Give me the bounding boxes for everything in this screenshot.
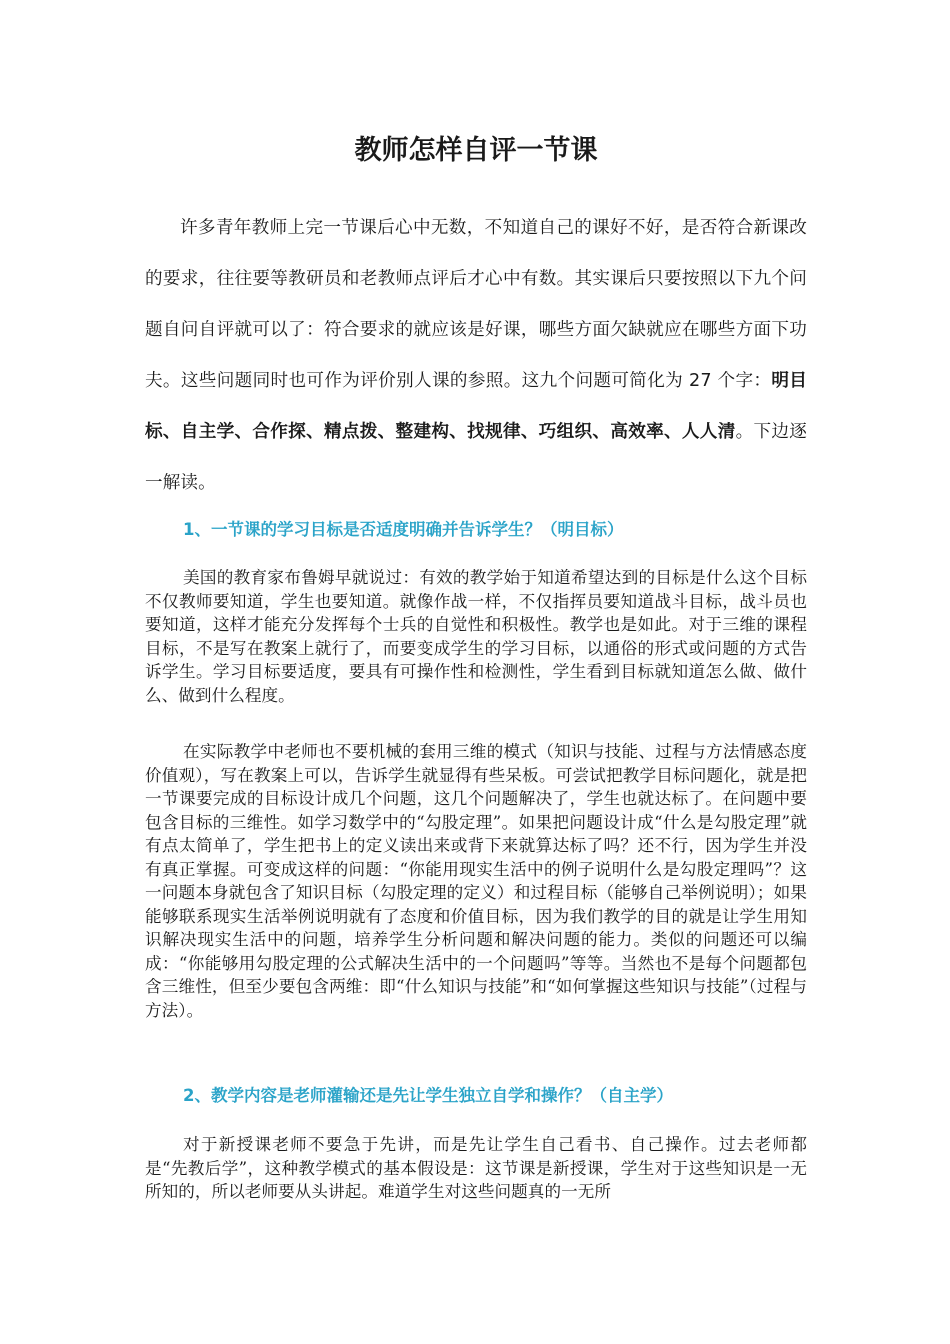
section-2-paragraph-1: 对于新授课老师不要急于先讲，而是先让学生自己看书、自己操作。过去老师都是“先教后学”，这种教学模式的基本假设是：这节课是新授课，学生对于这些知识是一无所知的，所以老师要从头讲起。难道学生对这些问题真的一无所	[145, 1135, 807, 1201]
section-2-heading: 2、教学内容是老师灌输还是先让学生独立自学和操作？（自主学）	[183, 1086, 673, 1105]
intro-keywords: 明目标、自主学、合作探、精点拨、整建构、找规律、巧组织、高效率、人人清	[145, 371, 808, 442]
section-1-paragraph-1: 美国的教育家布鲁姆早就说过：有效的教学始于知道希望达到的目标是什么这个目标不仅教师要知道，学生也要知道。就像作战一样，不仅指挥员要知道战斗目标，战斗员也要知道，这样才能充分发挥每个士兵的自觉性和积极性。教学也是如此。对于三维的课程目标，不是写在教案上就行了，而要变成学生的学习目标，以通俗的形式或问题的方式告诉学生。学习目标要适度，要具有可操作性和检测性，学生看到目标就知道怎么做、做什么、做到什么程度。	[145, 568, 807, 705]
intro-text: 许多青年教师上完一节课后心中无数，不知道自己的课好不好，是否符合新课改的要求，往往要等教研员和老教师点评后才心中有数。其实课后只要按照以下九个问题自问自评就可以了：符合要求的就应该是好课，哪些方面欠缺就应在哪些方面下功夫。这些问题同时也可作为评价别人课的参照。这九个问题可简化为 27 个字：	[145, 218, 807, 391]
section-1-paragraph-2: 在实际教学中老师也不要机械的套用三维的模式（知识与技能、过程与方法情感态度价值观），写在教案上可以，告诉学生就显得有些呆板。可尝试把教学目标问题化，就是把一节课要完成的目标设计成几个问题，这几个问题解决了，学生也就达标了。在问题中要包含目标的三维性。如学习数学中的“勾股定理”。如果把问题设计成“什么是勾股定理”就有点太简单了，学生把书上的定义读出来或背下来就算达标了吗？还不行，因为学生并没有真正掌握。可变成这样的问题：“你能用现实生活中的例子说明什么是勾股定理吗”？这一问题本身就包含了知识目标（勾股定理的定义）和过程目标（能够自己举例说明）；如果能够联系现实生活举例说明就有了态度和价值目标，因为我们教学的目的就是让学生用知识解决现实生活中的问题，培养学生分析问题和解决问题的能力。类似的问题还可以编成：“你能够用勾股定理的公式解决生活中的一个问题吗”等等。当然也不是每个问题都包含三维性，但至少要包含两维：即“什么知识与技能”和“如何掌握这些知识与技能”（过程与方法）。	[145, 742, 807, 1020]
intro-text-end: 。下边逐一解读。	[145, 422, 807, 493]
intro-paragraph	[145, 203, 807, 509]
document-title: 教师怎样自评一节课	[354, 135, 598, 166]
section-1-heading: 1、一节课的学习目标是否适度明确并告诉学生？（明目标）	[183, 520, 624, 539]
